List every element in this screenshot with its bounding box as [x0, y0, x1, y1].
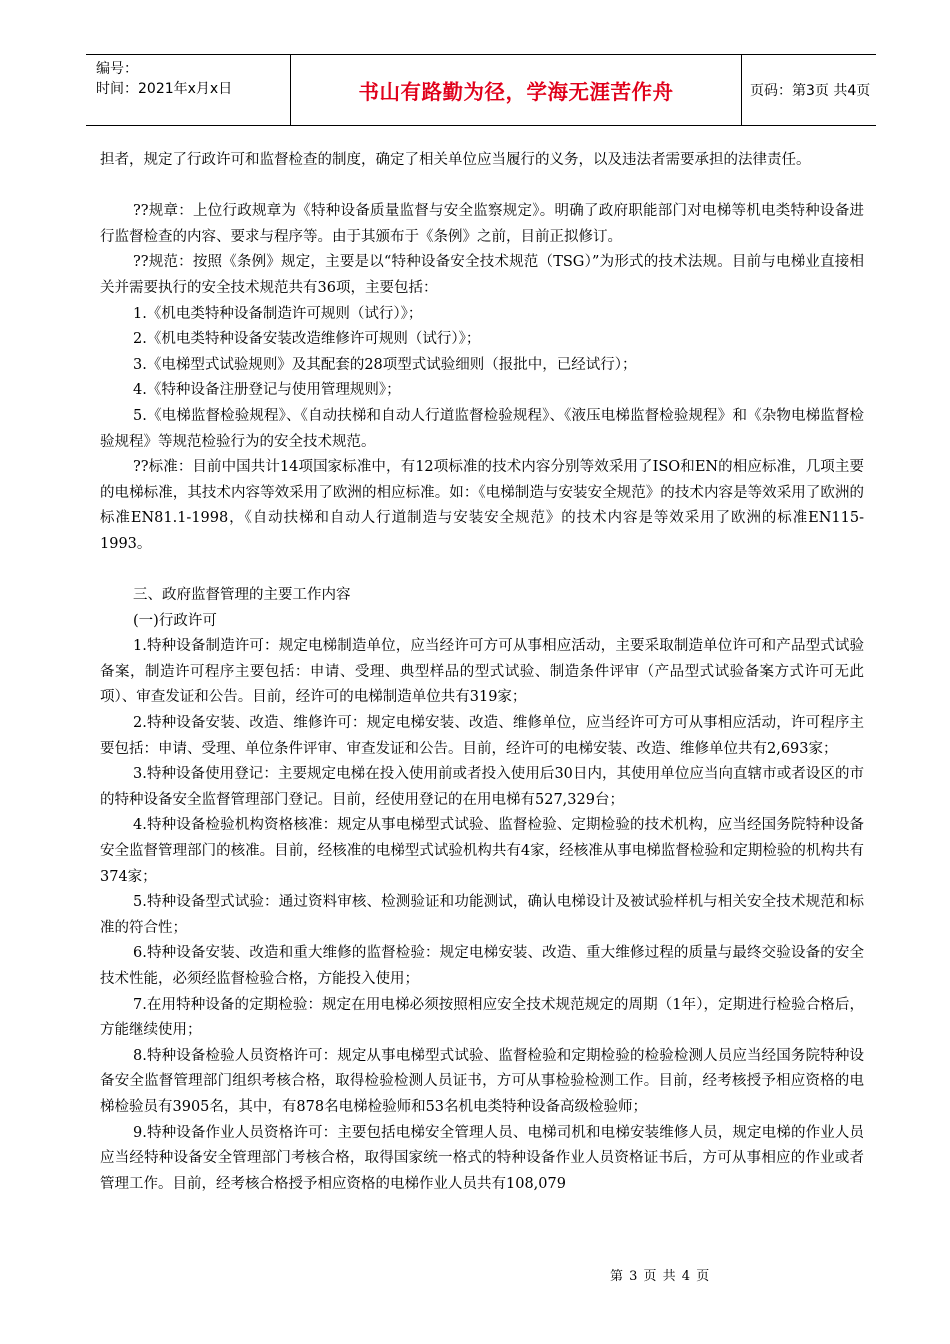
- list-item: 3.特种设备使用登记：主要规定电梯在投入使用前或者投入使用后30日内，其使用单位应当向直辖市或者设区的市的特种设备安全监督管理部门登记。目前，经使用登记的在用电梯有527,329台；: [100, 766, 864, 808]
- list-item: 4.《特种设备注册登记与使用管理规则》；: [133, 382, 401, 399]
- paragraph: ??规章：上位行政规章为《特种设备质量监督与安全监察规定》。明确了政府职能部门对电梯等机电类特种设备进行监督检查的内容、要求与程序等。由于其颁布于《条例》之前，目前正拟修订。: [100, 203, 864, 245]
- list-item: 1.《机电类特种设备制造许可规则（试行）》；: [133, 305, 423, 322]
- header-left: [96, 59, 232, 99]
- page-footer: 第 3 页 共 4 页: [610, 1269, 711, 1284]
- spacer: [100, 174, 864, 200]
- list-item: 5.《电梯监督检验规程》、《自动扶梯和自动人行道监督检验规程》、《液压电梯监督检验规程》和《杂物电梯监督检验规程》等规范检验行为的安全技术规范。: [100, 407, 864, 450]
- doc-time-label: 时间：2021年x月x日: [96, 81, 233, 97]
- list-item: 9.特种设备作业人员资格许可：主要包括电梯安全管理人员、电梯司机和电梯安装维修人员，规定电梯的作业人员应当经特种设备安全管理部门考核合格，取得国家统一格式的特种设备作业人员资格证书后，方可从事相应的作业或者管理工作。目前，经考核合格授予相应资格的电梯作业人员共有108,079: [100, 1124, 864, 1192]
- subsection-heading: (一)行政许可: [133, 612, 217, 629]
- paragraph: ??标准：目前中国共计14项国家标准中，有12项标准的技术内容分别等效采用了ISO和EN的相应标准，几项主要的电梯标准，其技术内容等效采用了欧洲的相应标准。如：《电梯制造与安装安全规范》的技术内容是等效采用了欧洲的标准EN81.1-1998，《自动扶梯和自动人行道制造与安装安全规范》的技术内容是等效采用了欧洲的标准EN115-1993。: [100, 459, 864, 552]
- list-item: 2.特种设备安装、改造、维修许可：规定电梯安装、改造、维修单位，应当经许可方可从事相应活动，许可程序主要包括：申请、受理、单位条件评审、审查发证和公告。目前，经许可的电梯安装、改造、维修单位共有2,693家；: [100, 715, 864, 757]
- doc-number-label: 编号：: [96, 61, 138, 77]
- header-page-info: 页码：第3页 共4页: [750, 83, 871, 99]
- list-item: 8.特种设备检验人员资格许可：规定从事电梯型式试验、监督检验和定期检验的检验检测人员应当经国务院特种设备安全监督管理部门组织考核合格，取得检验检测人员证书，方可从事检验检测工作。目前，经考核授予相应资格的电梯检验员有3905名，其中，有878名电梯检验师和53名机电类特种设备高级检验师；: [100, 1047, 864, 1115]
- paragraph: 担者，规定了行政许可和监督检查的制度，确定了相关单位应当履行的义务，以及违法者需要承担的法律责任。: [100, 152, 811, 168]
- list-item: 6.特种设备安装、改造和重大维修的监督检验：规定电梯安装、改造、重大维修过程的质量与最终交验设备的安全技术性能，必须经监督检验合格，方能投入使用；: [100, 945, 864, 987]
- spacer: [100, 558, 864, 584]
- page-header: [86, 54, 876, 126]
- section-heading: 三、政府监督管理的主要工作内容: [133, 587, 351, 604]
- list-item: 2.《机电类特种设备安装改造维修许可规则（试行）》；: [133, 331, 481, 348]
- paragraph: ??规范：按照《条例》规定，主要是以“特种设备安全技术规范（TSG）”为形式的技术法规。目前与电梯业直接相关并需要执行的安全技术规范共有36项，主要包括：: [100, 254, 864, 296]
- list-item: 1.特种设备制造许可：规定电梯制造单位，应当经许可方可从事相应活动，主要采取制造单位许可和产品型式试验备案，制造许可程序主要包括：申请、受理、典型样品的型式试验、制造条件评审（产品型式试验备案方式许可无此项）、审查发证和公告。目前，经许可的电梯制造单位共有319家；: [100, 638, 864, 706]
- list-item: 5.特种设备型式试验：通过资料审核、检测验证和功能测试，确认电梯设计及被试验样机与相关安全技术规范和标准的符合性；: [100, 894, 864, 936]
- list-item: 3.《电梯型式试验规则》及其配套的28项型式试验细则（报批中，已经试行）；: [133, 356, 637, 373]
- header-motto: 书山有路勤为径，学海无涯苦作舟: [290, 55, 742, 125]
- document-body: [100, 148, 864, 1197]
- list-item: 7.在用特种设备的定期检验：规定在用电梯必须按照相应安全技术规范规定的周期（1年），定期进行检验合格后，方能继续使用；: [100, 996, 864, 1039]
- list-item: 4.特种设备检验机构资格核准：规定从事电梯型式试验、监督检验、定期检验的技术机构，应当经国务院特种设备安全监督管理部门的核准。目前，经核准的电梯型式试验机构共有4家，经核准从事电梯监督检验和定期检验的机构共有374家；: [100, 817, 864, 885]
